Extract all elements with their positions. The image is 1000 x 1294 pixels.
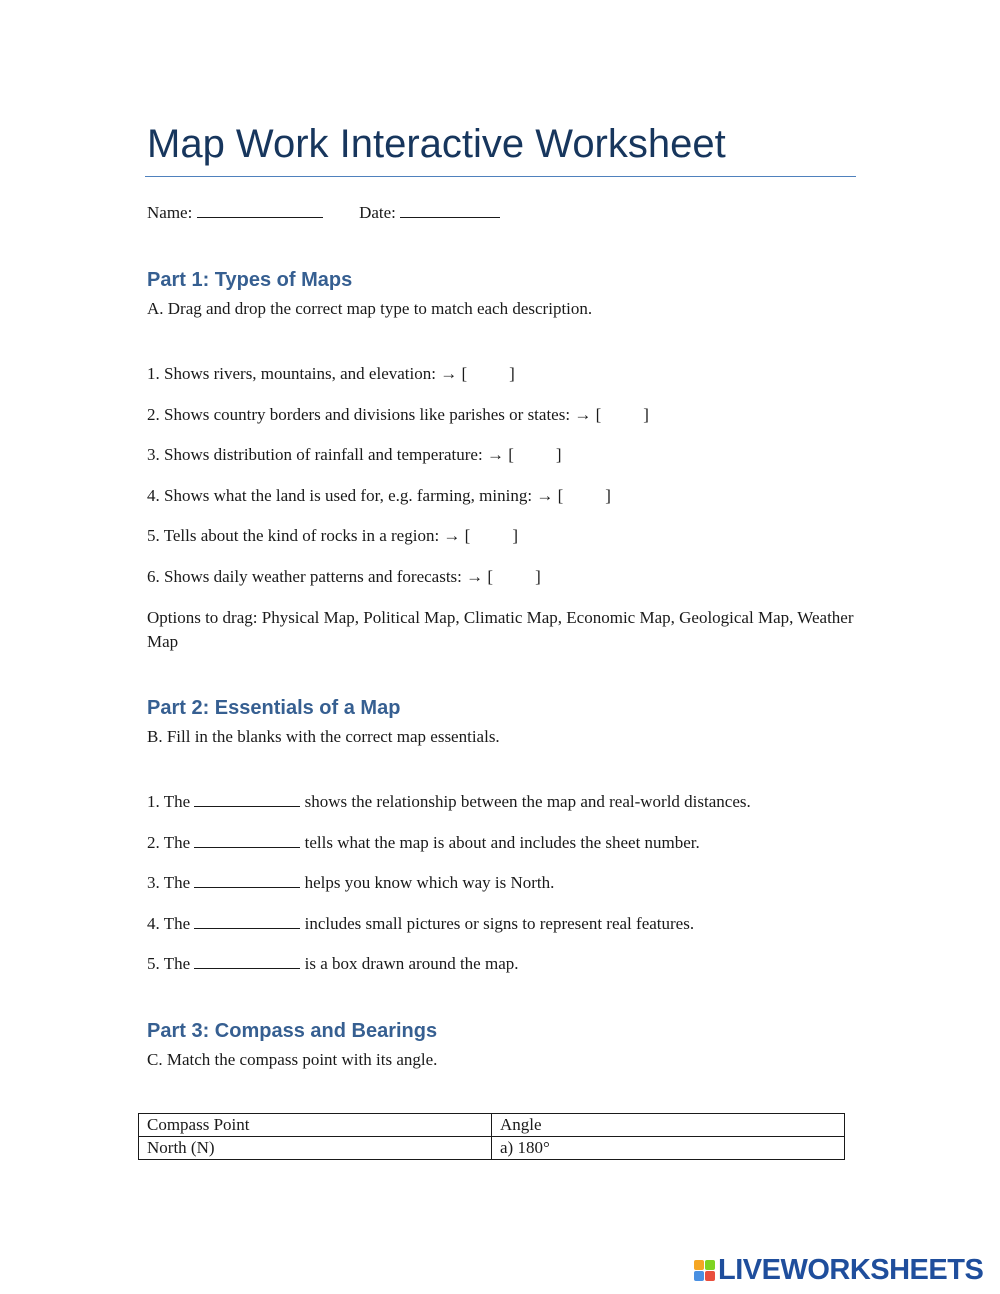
drop-zone-close: ]	[555, 445, 562, 464]
drop-zone-open: → [	[536, 486, 564, 505]
part2-item	[147, 832, 700, 854]
name-date-row	[147, 202, 500, 224]
name-label: Name:	[147, 203, 193, 222]
fill-blank-input[interactable]	[194, 953, 300, 969]
part1-heading: Part 1: Types of Maps	[147, 269, 353, 291]
item-suffix: tells what the map is about and includes the sheet number.	[304, 833, 700, 852]
logo-tile	[705, 1271, 715, 1281]
part3-instruction: C. Match the compass point with its angle.	[147, 1050, 438, 1069]
item-suffix: is a box drawn around the map.	[304, 954, 519, 973]
part1-item	[147, 485, 611, 507]
fill-blank-input[interactable]	[194, 913, 300, 929]
table-header-cell: Compass Point	[139, 1114, 492, 1137]
part1-item	[147, 525, 518, 547]
part2-item	[147, 913, 694, 935]
date-label: Date:	[359, 203, 396, 222]
date-field[interactable]	[400, 202, 500, 218]
part1-item	[147, 444, 562, 466]
drop-zone-close: ]	[643, 405, 649, 424]
item-suffix: shows the relationship between the map and real-world distances.	[304, 792, 751, 811]
table-cell: a) 180°	[492, 1137, 845, 1160]
compass-table	[138, 1113, 845, 1160]
item-text: 2. Shows country borders and divisions like parishes or states:	[147, 405, 571, 424]
title-divider	[145, 176, 856, 177]
drop-zone-close: ]	[512, 526, 519, 545]
logo-tile	[694, 1260, 704, 1270]
drop-zone-close: ]	[605, 486, 611, 505]
drop-zone-open: → [	[443, 526, 471, 545]
logo-tile	[705, 1260, 715, 1270]
page-title: Map Work Interactive Worksheet	[147, 122, 726, 166]
drop-zone-close: ]	[509, 364, 515, 383]
part1-instruction: A. Drag and drop the correct map type to match each description.	[147, 299, 593, 318]
drop-zone-open: → [	[486, 445, 514, 464]
drop-zone-open: → [	[574, 405, 602, 424]
table-row	[139, 1137, 845, 1160]
fill-blank-input[interactable]	[194, 791, 300, 807]
part1-item	[147, 363, 515, 385]
part2-heading: Part 2: Essentials of a Map	[147, 697, 401, 719]
logo-tile	[694, 1271, 704, 1281]
part3-heading: Part 3: Compass and Bearings	[147, 1020, 438, 1042]
item-text: 1. Shows rivers, mountains, and elevation:	[147, 364, 436, 383]
drag-options-text: Options to drag: Physical Map, Political Map, Climatic Map, Economic Map, Geological Map, Weather Map	[147, 608, 854, 651]
item-suffix: includes small pictures or signs to represent real features.	[304, 914, 695, 933]
drop-zone-open: → [	[440, 364, 468, 383]
drop-zone-open: → [	[466, 567, 494, 586]
part2-item	[147, 872, 554, 894]
logo-text: LIVEWORKSHEETS	[718, 1254, 984, 1286]
part2-item	[147, 791, 751, 813]
item-text: 5. Tells about the kind of rocks in a region:	[147, 526, 440, 545]
drop-zone-close: ]	[535, 567, 541, 586]
logo-mark-icon	[694, 1260, 715, 1281]
table-cell: North (N)	[139, 1137, 492, 1160]
liveworksheets-logo	[694, 1255, 983, 1285]
item-text: 6. Shows daily weather patterns and forecasts:	[147, 567, 462, 586]
item-prefix: 4. The	[147, 914, 191, 933]
part2-instruction: B. Fill in the blanks with the correct map essentials.	[147, 727, 500, 746]
item-prefix: 2. The	[147, 833, 191, 852]
item-text: 4. Shows what the land is used for, e.g. farming, mining:	[147, 486, 533, 505]
name-field[interactable]	[197, 202, 323, 218]
item-text: 3. Shows distribution of rainfall and temperature:	[147, 445, 483, 464]
part1-item	[147, 404, 649, 426]
fill-blank-input[interactable]	[194, 872, 300, 888]
table-header-row	[139, 1114, 845, 1137]
part1-item	[147, 566, 541, 588]
part2-item	[147, 953, 519, 975]
item-prefix: 3. The	[147, 873, 191, 892]
item-prefix: 5. The	[147, 954, 191, 973]
item-prefix: 1. The	[147, 792, 191, 811]
fill-blank-input[interactable]	[194, 832, 300, 848]
table-header-cell: Angle	[492, 1114, 845, 1137]
item-suffix: helps you know which way is North.	[304, 873, 555, 892]
